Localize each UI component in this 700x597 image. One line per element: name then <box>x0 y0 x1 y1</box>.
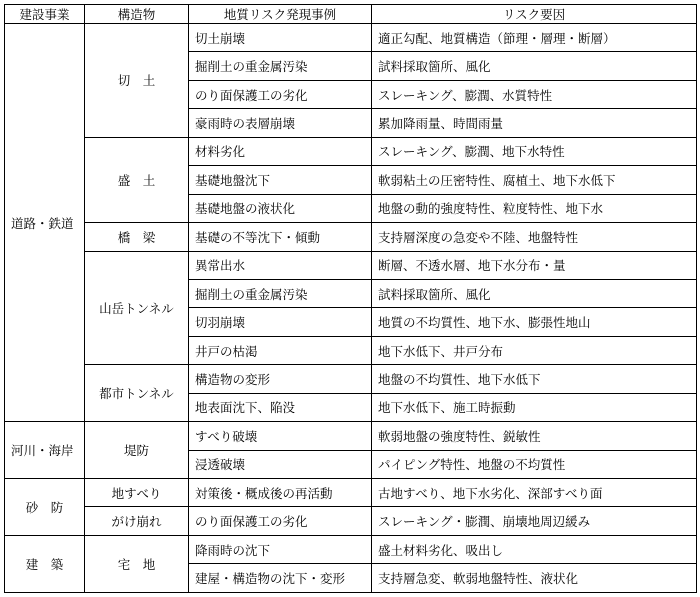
risk-factor-cell: パイピング特性、地盤の不均質性 <box>372 450 697 478</box>
risk-case-cell: 掘削土の重金属汚染 <box>189 279 372 307</box>
risk-factor-cell: スレーキング・膨潤、崩壊地周辺緩み <box>372 507 697 535</box>
structure-cell: 橋 梁 <box>85 223 189 251</box>
risk-case-cell: 掘削土の重金属汚染 <box>189 52 372 80</box>
project-cell: 河川・海岸 <box>5 422 85 479</box>
risk-case-cell: 基礎地盤沈下 <box>189 166 372 194</box>
table-row <box>5 251 697 279</box>
risk-case-cell: すべり破壊 <box>189 422 372 450</box>
risk-case-cell: 豪雨時の表層崩壊 <box>189 109 372 137</box>
risk-case-cell: 異常出水 <box>189 251 372 279</box>
header-structure: 構造物 <box>85 5 189 24</box>
risk-case-cell: のり面保護工の劣化 <box>189 507 372 535</box>
risk-factor-cell: 試料採取箇所、風化 <box>372 52 697 80</box>
risk-factor-cell: 地下水低下、井戸分布 <box>372 336 697 364</box>
risk-factor-cell: 地盤の動的強度特性、粒度特性、地下水 <box>372 194 697 222</box>
risk-case-cell: 降雨時の沈下 <box>189 535 372 563</box>
risk-case-cell: 基礎の不等沈下・傾動 <box>189 223 372 251</box>
risk-factor-cell: 支持層急変、軟弱地盤特性、液状化 <box>372 564 697 593</box>
risk-case-cell: 対策後・概成後の再活動 <box>189 479 372 507</box>
table-row <box>5 24 697 52</box>
structure-cell: 切 土 <box>85 24 189 138</box>
structure-cell: 山岳トンネル <box>85 251 189 365</box>
risk-case-cell: 建屋・構造物の沈下・変形 <box>189 564 372 593</box>
risk-factor-cell: 地下水低下、施工時振動 <box>372 393 697 421</box>
project-cell: 砂 防 <box>5 479 85 536</box>
risk-factor-cell: 軟弱粘土の圧密特性、腐植土、地下水低下 <box>372 166 697 194</box>
risk-factor-cell: 地質の不均質性、地下水、膨張性地山 <box>372 308 697 336</box>
table-row <box>5 479 697 507</box>
risk-case-cell: 材料劣化 <box>189 137 372 165</box>
header-risk-factor: リスク要因 <box>372 5 697 24</box>
risk-case-cell: のり面保護工の劣化 <box>189 80 372 108</box>
risk-case-cell: 基礎地盤の液状化 <box>189 194 372 222</box>
structure-cell: 宅 地 <box>85 535 189 592</box>
structure-cell: 堤防 <box>85 422 189 479</box>
risk-factor-cell: 試料採取箇所、風化 <box>372 279 697 307</box>
risk-case-cell: 切羽崩壊 <box>189 308 372 336</box>
header-row <box>5 5 697 24</box>
structure-cell: 地すべり <box>85 479 189 507</box>
risk-factor-cell: 断層、不透水層、地下水分布・量 <box>372 251 697 279</box>
structure-cell: 盛 土 <box>85 137 189 222</box>
risk-factor-cell: 軟弱地盤の強度特性、鋭敏性 <box>372 422 697 450</box>
risk-case-cell: 切土崩壊 <box>189 24 372 52</box>
table-row <box>5 535 697 563</box>
risk-factor-cell: スレーキング、膨潤、地下水特性 <box>372 137 697 165</box>
risk-case-cell: 井戸の枯渇 <box>189 336 372 364</box>
header-risk-case: 地質リスク発現事例 <box>189 5 372 24</box>
risk-case-cell: 浸透破壊 <box>189 450 372 478</box>
table-row <box>5 137 697 165</box>
risk-case-cell: 地表面沈下、陥没 <box>189 393 372 421</box>
risk-factor-cell: 古地すべり、地下水劣化、深部すべり面 <box>372 479 697 507</box>
geological-risk-table <box>4 4 697 593</box>
table-row <box>5 223 697 251</box>
risk-factor-cell: 盛土材料劣化、吸出し <box>372 535 697 563</box>
project-cell: 建 築 <box>5 535 85 592</box>
risk-factor-cell: 累加降雨量、時間雨量 <box>372 109 697 137</box>
risk-factor-cell: 支持層深度の急変や不陸、地盤特性 <box>372 223 697 251</box>
table-row <box>5 507 697 535</box>
risk-factor-cell: スレーキング、膨潤、水質特性 <box>372 80 697 108</box>
structure-cell: 都市トンネル <box>85 365 189 422</box>
structure-cell: がけ崩れ <box>85 507 189 535</box>
table-row <box>5 365 697 393</box>
table-row <box>5 422 697 450</box>
risk-factor-cell: 適正勾配、地質構造（節理・層理・断層） <box>372 24 697 52</box>
project-cell: 道路・鉄道 <box>5 24 85 422</box>
risk-factor-cell: 地盤の不均質性、地下水低下 <box>372 365 697 393</box>
header-project: 建設事業 <box>5 5 85 24</box>
risk-case-cell: 構造物の変形 <box>189 365 372 393</box>
